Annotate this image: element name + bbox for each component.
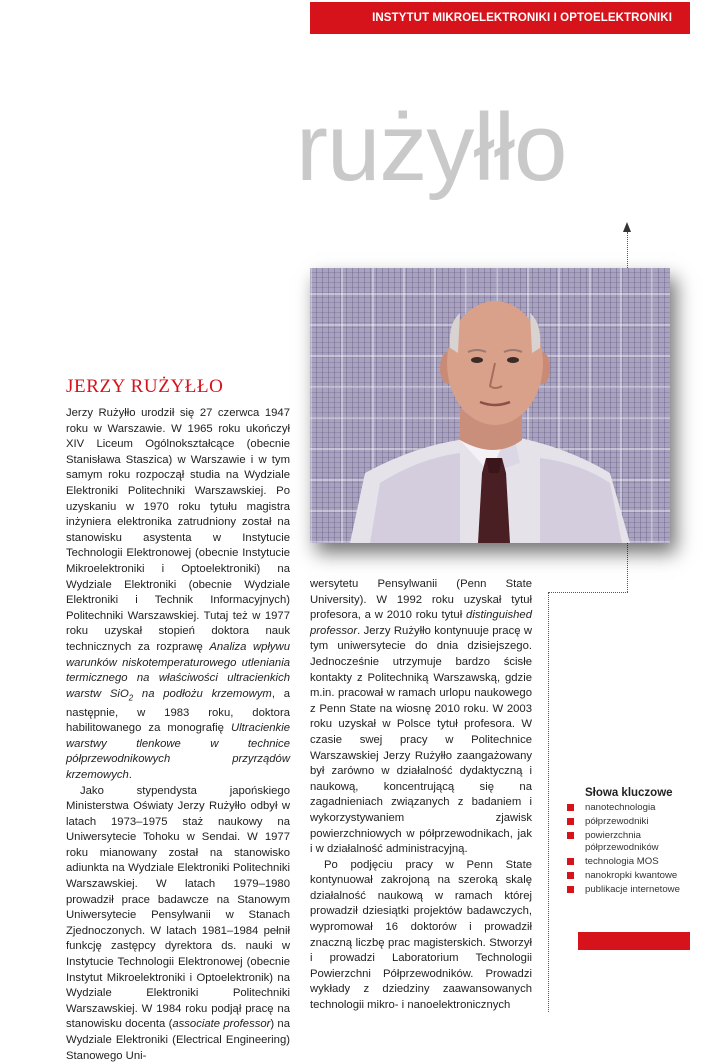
surname-title: rużyłło xyxy=(296,100,716,196)
bio-column-left xyxy=(66,406,290,1064)
keyword-text: nanokropki kwantowe xyxy=(585,870,677,881)
keyword-text: publikacje internetowe xyxy=(585,884,680,895)
bio-italic-run: Ultracienkie warstwy tlenkowe w technice półprzewodnikowych przyrządów krzemowych xyxy=(66,722,290,781)
bio-paragraph xyxy=(66,406,290,784)
keyword-item xyxy=(566,816,696,828)
bio-text-run: Po podjęciu pracy w Penn State kontynuował zakrojoną na szeroką skalę działalność naukową w ramach której prowadził dziesiątki projektów badawczych, wypromował 16 doktorów i prowadził znaczną liczbę prac magisterskich. Stworzył i prowadzi Laboratorium Technologii Powierzchni Półprzewodników. Prowadzi wykłady z dziedziny zaawansowanych technologii mikro- i nanoelektronicznych xyxy=(310,859,532,1011)
bio-text-run: ) na Wydziale Elektroniki (Electrical Engineering) Stanowego Uni- xyxy=(66,1018,290,1061)
person-name-heading: JERZY RUŻYŁŁO xyxy=(66,376,224,398)
keyword-item xyxy=(566,830,696,854)
keyword-item xyxy=(566,870,696,882)
bio-text-run: . xyxy=(129,769,132,781)
keywords-list xyxy=(566,802,696,896)
bio-text-run: wersytetu Pensylwanii (Penn State University). W 1992 roku uzyskał tytuł profesora, a w 2010 roku tytuł xyxy=(310,578,532,621)
bio-italic-run: Analiza wpływu warunków niskotemperaturowego utleniania termicznego na właściwości ultracienkich warstw SiO xyxy=(66,641,290,700)
square-bullet-icon xyxy=(567,804,574,811)
arrow-up-icon xyxy=(623,222,631,232)
bio-text-run: . Jerzy Rużyłło kontynuuje pracę w tym uniwersytecie do dnia dzisiejszego. Jednocześnie utrzymuje bardzo ścisłe kontakty z Politechniką Warszawską, gdzie m.in. pracował w ramach urlopu naukowego z Penn State na wiosnę 2010 roku. W 2003 roku uzyskał w Polsce tytuł profesora. W czasie swej pracy w Politechnice Warszawskiej Jerzy Rużyłło zaangażowany był zarówno w działalność dydaktyczną i naukową, koncentrującą się na zagadnieniach związanych z badaniem i wykorzystywaniem zjawisk powierzchniowych w półprzewodnikach, jak i w działalność administracyjną. xyxy=(310,625,532,855)
bio-column-middle xyxy=(310,577,532,1014)
square-bullet-icon xyxy=(567,818,574,825)
square-bullet-icon xyxy=(567,832,574,839)
keyword-text: nanotechnologia xyxy=(585,802,655,813)
dotted-column-divider xyxy=(548,592,549,1012)
bio-italic-run: na podłożu krzemowym xyxy=(133,688,272,700)
bio-italic-run: distinguished professor xyxy=(310,609,532,637)
keyword-text: technologia MOS xyxy=(585,856,659,867)
keyword-item xyxy=(566,884,696,896)
square-bullet-icon xyxy=(567,858,574,865)
bio-text-run: Jerzy Rużyłło urodził się 27 czerwca 1947 roku w Warszawie. W 1965 roku ukończył XIV Liceum Ogólnokształcące (obecnie Stanisława Staszica) w Warszawie i w tym samym roku rozpoczął studia na Wydziale Elektroniki Politechniki Warszawskiej. Po uzyskaniu w 1970 roku tytułu magistra inżyniera elektronika zatrudniony został na stanowisku asystenta w Instytucie Technologii Elektronowej (obecnie Instytucie Mikroelektroniki i Optoelektroniki) na Wydziale Elektroniki (obecnie Wydziale Elektroniki i Technik Informacyjnych) Politechniki Warszawskiej. Tutaj też w 1977 roku uzyskał stopień doktora nauk technicznych za rozprawę xyxy=(66,407,290,653)
keyword-item xyxy=(566,856,696,868)
bio-text-run: Jako stypendysta japońskiego Ministerstwa Oświaty Jerzy Rużyłło odbył w latach 1973–1975 staż naukowy na Uniwersytecie Tohoku w Sendai. W 1977 roku mianowany został na stanowisko adiunkta na Wydziale Elektroniki Politechniki Warszawskiej. W latach 1979–1980 prowadził prace badawcze na Stanowym Uniwersytecie Pensylwanii w Stanach Zjednoczonych. W latach 1981–1984 pełnił funkcję zastępcy dyrektora ds. nauki w Instytucie Technologii Elektronowej (obecnie Instytut Mikroelektroniki i Optoelektronik) na Wydziale Elektroniki Politechniki Warszawskiej. W 1984 roku podjął pracę na stanowisku docenta ( xyxy=(66,785,290,1031)
bio-text-run: , a następnie, w 1983 roku, doktora habilitowanego za monografię xyxy=(66,688,290,734)
portrait-photo xyxy=(310,268,670,543)
keyword-text: powierzchnia półprzewodników xyxy=(585,830,659,853)
institute-header-bar: INSTYTUT MIKROELEKTRONIKI I OPTOELEKTRONIKI xyxy=(310,2,690,34)
red-accent-bar xyxy=(578,932,690,950)
square-bullet-icon xyxy=(567,886,574,893)
keyword-item xyxy=(566,802,696,814)
bio-paragraph xyxy=(66,784,290,1064)
square-bullet-icon xyxy=(567,872,574,879)
bio-paragraph xyxy=(310,858,532,1014)
portrait-illustration xyxy=(310,268,670,543)
keywords-box xyxy=(566,787,696,898)
dotted-guide-connector xyxy=(548,592,628,593)
keyword-text: półprzewodniki xyxy=(585,816,648,827)
bio-paragraph xyxy=(310,577,532,858)
bio-italic-run: associate professor xyxy=(172,1018,270,1030)
keywords-title: Słowa kluczowe xyxy=(585,787,696,799)
bio-italic-run: 2 xyxy=(129,693,133,702)
